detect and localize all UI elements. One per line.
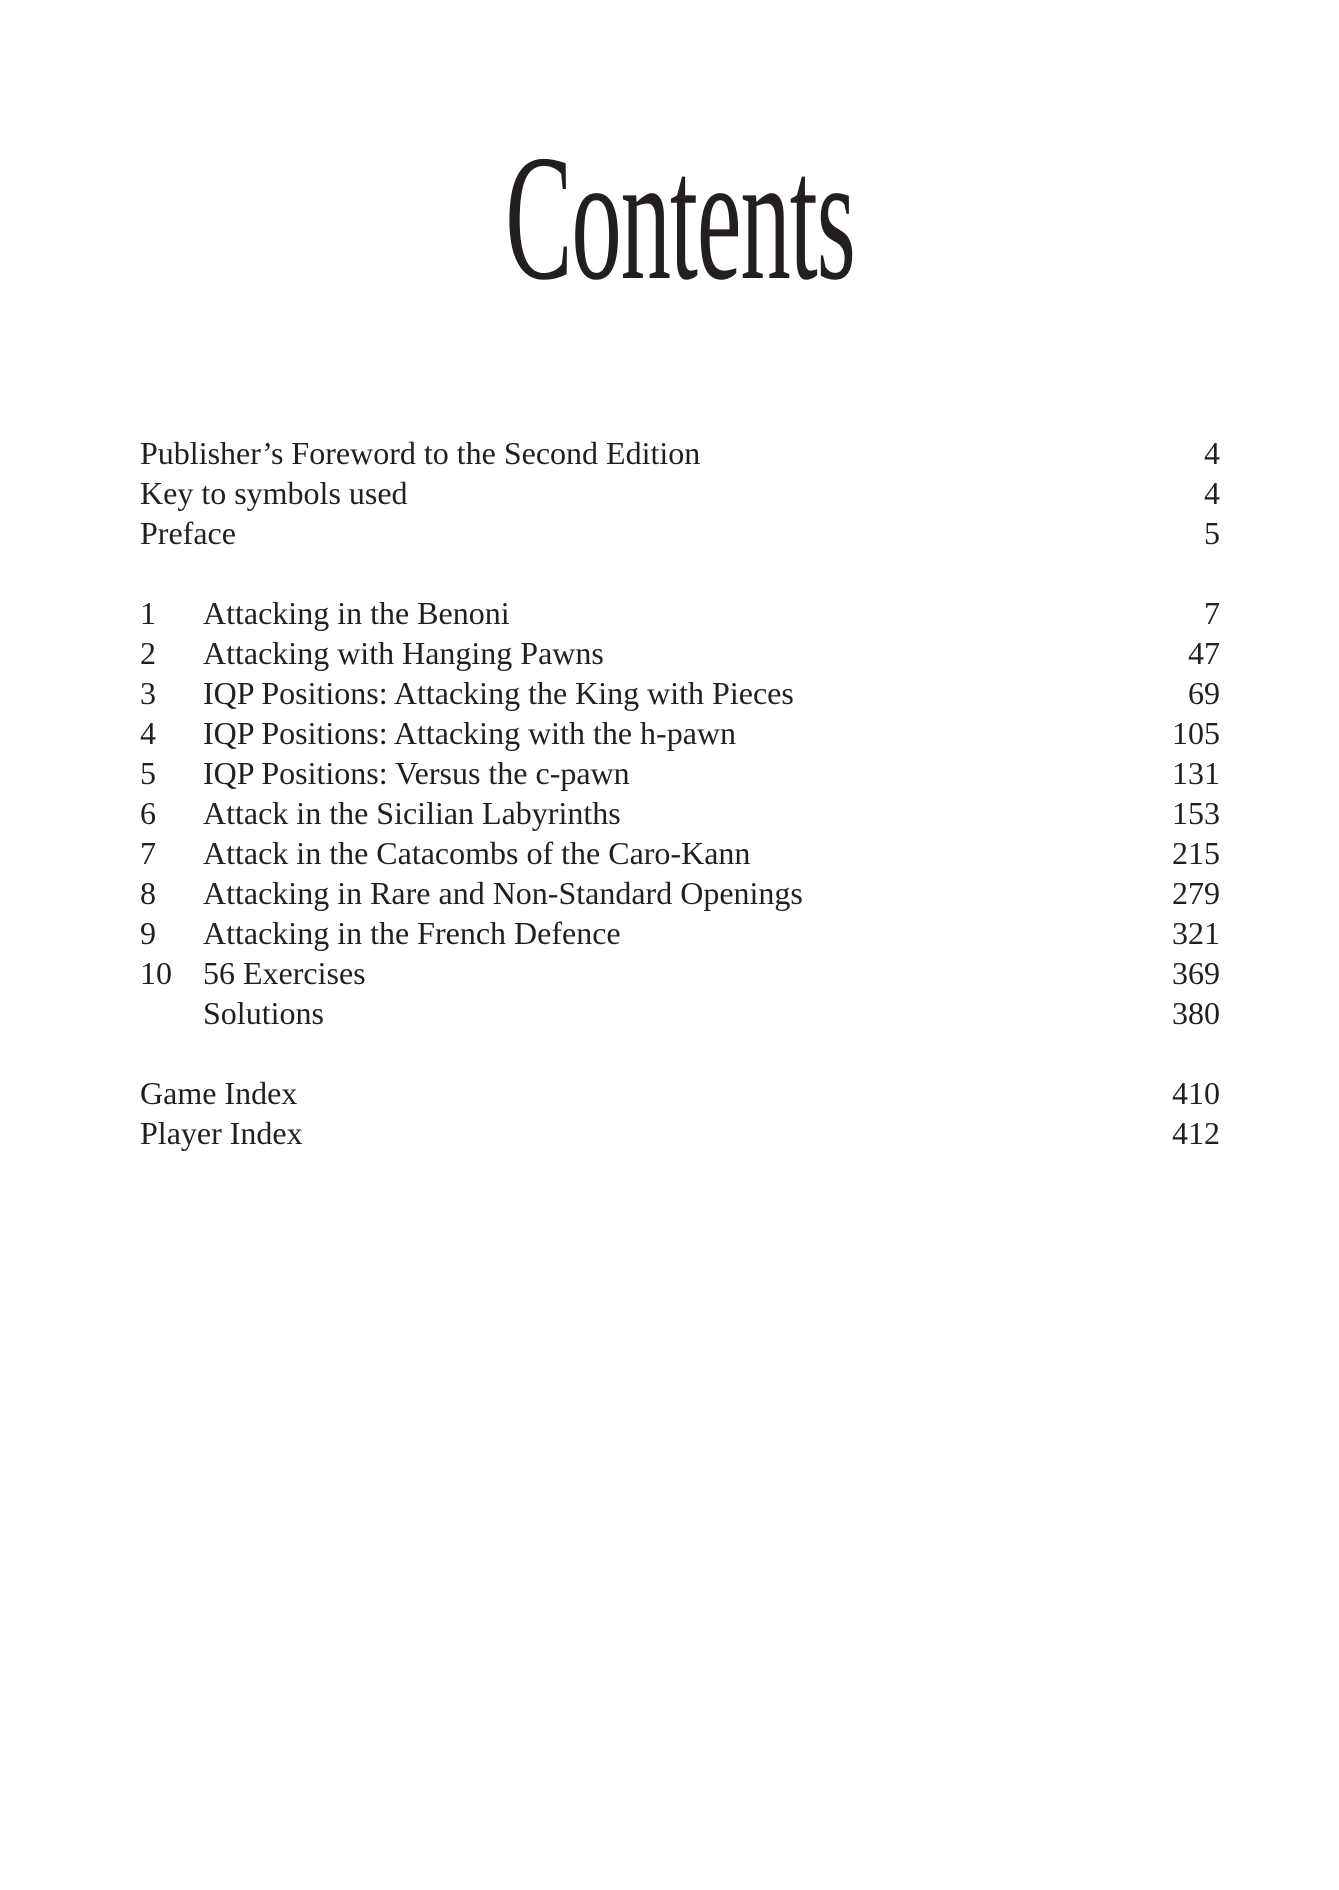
entry-page-number: 4	[1204, 475, 1220, 511]
toc-row	[140, 513, 1220, 553]
chapter-number: 7	[140, 835, 156, 871]
entry-title: Player Index	[140, 1115, 303, 1151]
chapter-number: 2	[140, 635, 156, 671]
entry-title: Game Index	[140, 1075, 298, 1111]
entry-page-number: 47	[1188, 635, 1220, 671]
chapter-number: 1	[140, 595, 156, 631]
chapter-number: 8	[140, 875, 156, 911]
entry-page-number: 279	[1172, 875, 1220, 911]
chapter-number: 9	[140, 915, 156, 951]
entry-page-number: 153	[1172, 795, 1220, 831]
entry-page-number: 321	[1172, 915, 1220, 951]
entry-title: Attack in the Sicilian Labyrinths	[203, 795, 621, 831]
toc-row	[140, 1113, 1220, 1153]
entry-title: 56 Exercises	[203, 955, 366, 991]
entry-title: Attacking in Rare and Non-Standard Openings	[203, 875, 803, 911]
page-title: Contents	[505, 118, 855, 317]
entry-title: IQP Positions: Versus the c-pawn	[203, 755, 630, 791]
toc-row	[140, 953, 1220, 993]
toc-row	[140, 793, 1220, 833]
entry-page-number: 69	[1188, 675, 1220, 711]
chapter-number: 4	[140, 715, 156, 751]
entry-title: Key to symbols used	[140, 475, 408, 511]
entry-title: Attack in the Catacombs of the Caro-Kann	[203, 835, 751, 871]
toc-row	[140, 833, 1220, 873]
entry-title: Publisher’s Foreword to the Second Edition	[140, 435, 701, 471]
chapter-number: 10	[140, 955, 172, 991]
entry-page-number: 131	[1172, 755, 1220, 791]
entry-page-number: 7	[1204, 595, 1220, 631]
entry-page-number: 410	[1172, 1075, 1220, 1111]
toc-row	[140, 633, 1220, 673]
chapters-section	[140, 593, 1220, 1033]
toc-row	[140, 873, 1220, 913]
toc-row	[140, 913, 1220, 953]
table-of-contents	[140, 433, 1220, 1153]
entry-page-number: 105	[1172, 715, 1220, 751]
toc-row	[140, 673, 1220, 713]
entry-page-number: 4	[1204, 435, 1220, 471]
indexes-section	[140, 1073, 1220, 1153]
toc-row	[140, 473, 1220, 513]
toc-row	[140, 993, 1220, 1033]
entry-title: Attacking in the Benoni	[203, 595, 510, 631]
entry-title: IQP Positions: Attacking the King with Pieces	[203, 675, 794, 711]
chapter-number: 3	[140, 675, 156, 711]
entry-page-number: 380	[1172, 995, 1220, 1031]
entry-page-number: 369	[1172, 955, 1220, 991]
toc-row	[140, 433, 1220, 473]
toc-row	[140, 593, 1220, 633]
chapter-number: 5	[140, 755, 156, 791]
toc-row	[140, 713, 1220, 753]
chapter-number: 6	[140, 795, 156, 831]
entry-title: Attacking in the French Defence	[203, 915, 621, 951]
entry-title: IQP Positions: Attacking with the h-pawn	[203, 715, 737, 751]
toc-row	[140, 753, 1220, 793]
entry-title: Attacking with Hanging Pawns	[203, 635, 604, 671]
entry-page-number: 215	[1172, 835, 1220, 871]
entry-title: Solutions	[203, 995, 324, 1031]
entry-title: Preface	[140, 515, 236, 551]
toc-row	[140, 1073, 1220, 1113]
front-matter-section	[140, 433, 1220, 553]
entry-page-number: 5	[1204, 515, 1220, 551]
entry-page-number: 412	[1172, 1115, 1220, 1151]
